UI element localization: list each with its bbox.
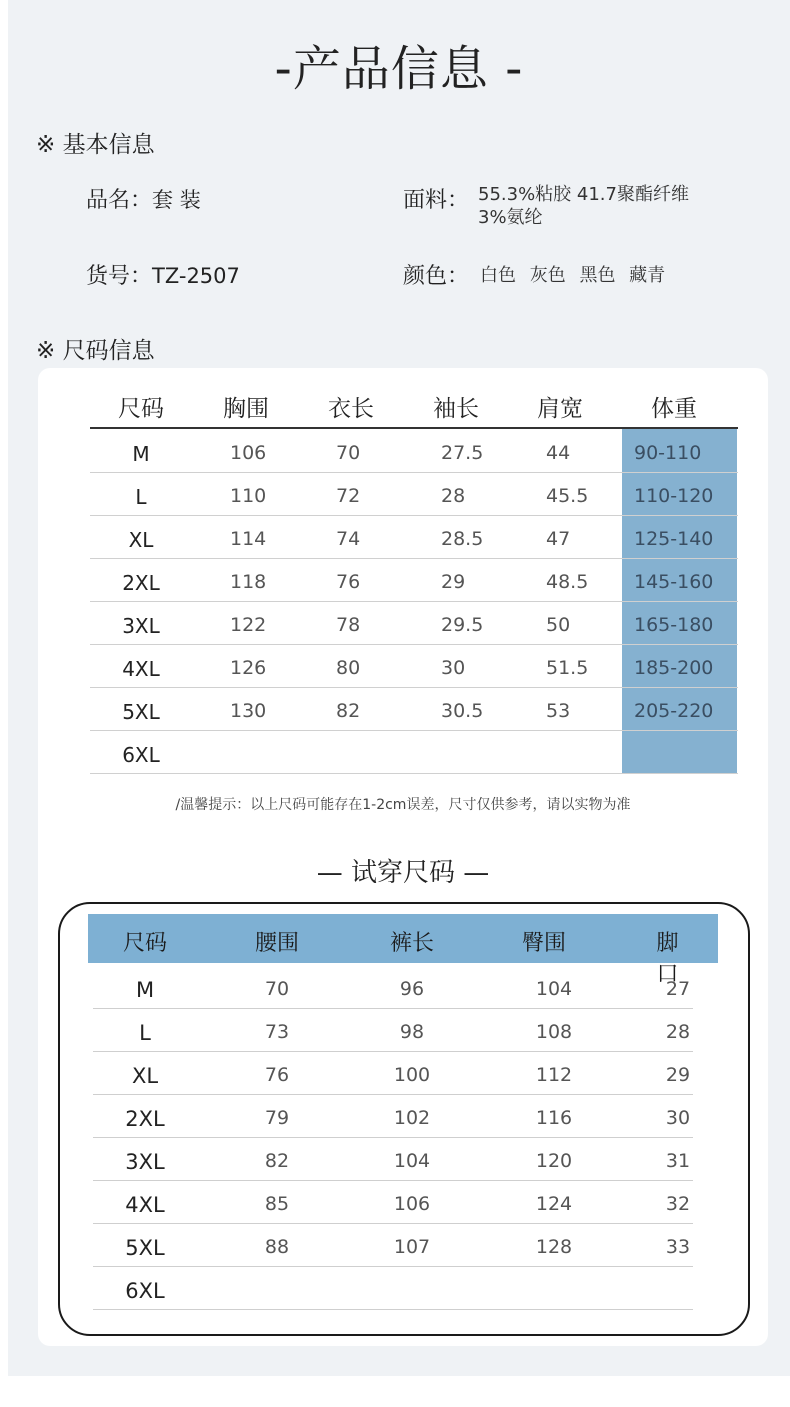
- cell-shoulder: 48.5: [546, 571, 589, 593]
- cell-chest: 118: [230, 571, 267, 593]
- header-pants-length: 裤长: [389, 931, 435, 956]
- cell-length: 76: [336, 571, 361, 593]
- cell-size: XL: [128, 528, 154, 552]
- header-sleeve: 袖长: [433, 396, 479, 422]
- cell-pants-length: 98: [399, 1021, 425, 1043]
- header-size: 尺码: [118, 396, 164, 422]
- cell-shoulder: 44: [546, 442, 571, 464]
- cell-size: L: [139, 1021, 151, 1045]
- cell-hem: 32: [665, 1193, 691, 1215]
- cell-size: 6XL: [125, 1279, 165, 1303]
- cell-size: 4XL: [122, 657, 160, 681]
- cell-size: 4XL: [125, 1193, 165, 1217]
- cell-sleeve: 30.5: [441, 700, 484, 722]
- try-on-table-row: [93, 1052, 693, 1095]
- cell-hip: 104: [535, 978, 573, 1000]
- basic-info-heading: ※ 基本信息: [36, 132, 155, 158]
- size-info-heading: ※ 尺码信息: [36, 338, 155, 364]
- cell-chest: 106: [230, 442, 267, 464]
- product-info-page: [8, 0, 790, 1376]
- cell-shoulder: 53: [546, 700, 571, 722]
- cell-chest: 126: [230, 657, 267, 679]
- product-name-value: 套 装: [152, 188, 201, 212]
- cell-pants-length: 107: [393, 1236, 431, 1258]
- try-on-table-row: [93, 1181, 693, 1224]
- fabric-value: [478, 183, 689, 229]
- header-hip: 臀围: [521, 931, 567, 956]
- cell-size: 2XL: [125, 1107, 165, 1131]
- size-table-row: [90, 731, 738, 774]
- size-table-row: [90, 430, 738, 473]
- size-table-row: [90, 645, 738, 688]
- cell-hip: 120: [535, 1150, 573, 1172]
- cell-hip: 128: [535, 1236, 573, 1258]
- cell-shoulder: 50: [546, 614, 571, 636]
- row-divider: [93, 1309, 693, 1310]
- cell-sleeve: 28: [441, 485, 466, 507]
- cell-sleeve: 30: [441, 657, 466, 679]
- cell-waist: 73: [264, 1021, 290, 1043]
- item-number: [86, 259, 240, 290]
- try-on-table-row: [93, 1009, 693, 1052]
- try-on-title: — 试穿尺码 —: [316, 858, 490, 888]
- cell-pants-length: 106: [393, 1193, 431, 1215]
- cell-pants-length: 102: [393, 1107, 431, 1129]
- cell-weight: 110-120: [634, 485, 714, 507]
- cell-length: 74: [336, 528, 361, 550]
- cell-waist: 82: [264, 1150, 290, 1172]
- fabric-label: 面料：: [403, 188, 470, 213]
- cell-waist: 85: [264, 1193, 290, 1215]
- size-note: /温馨提示：以上尺码可能存在1-2cm误差，尺寸仅供参考，请以实物为准: [175, 797, 631, 813]
- cell-size: M: [132, 442, 150, 466]
- cell-length: 82: [336, 700, 361, 722]
- size-table-row: [90, 473, 738, 516]
- cell-size: 3XL: [125, 1150, 165, 1174]
- cell-weight: 165-180: [634, 614, 714, 636]
- cell-hip: 108: [535, 1021, 573, 1043]
- cell-waist: 76: [264, 1064, 290, 1086]
- cell-hip: 124: [535, 1193, 573, 1215]
- cell-weight: 125-140: [634, 528, 714, 550]
- cell-length: 78: [336, 614, 361, 636]
- cell-size: XL: [131, 1064, 159, 1088]
- item-number-label: 货号：: [86, 264, 153, 289]
- cell-shoulder: 45.5: [546, 485, 589, 507]
- cell-waist: 79: [264, 1107, 290, 1129]
- try-on-table-row: [93, 966, 693, 1009]
- header-waist: 腰围: [254, 931, 300, 956]
- cell-size: 3XL: [122, 614, 160, 638]
- cell-chest: 130: [230, 700, 267, 722]
- cell-pants-length: 104: [393, 1150, 431, 1172]
- cell-hem: 27: [665, 978, 691, 1000]
- size-card: [38, 368, 768, 1346]
- try-on-table-row: [93, 1267, 693, 1310]
- cell-waist: 88: [264, 1236, 290, 1258]
- cell-sleeve: 28.5: [441, 528, 484, 550]
- cell-weight: 90-110: [634, 442, 702, 464]
- cell-hem: 28: [665, 1021, 691, 1043]
- cell-hem: 29: [665, 1064, 691, 1086]
- item-number-value: TZ-2507: [152, 264, 240, 288]
- cell-weight: 145-160: [634, 571, 714, 593]
- size-table-row: [90, 688, 738, 731]
- cell-shoulder: 47: [546, 528, 571, 550]
- try-on-table-header: [88, 914, 718, 987]
- cell-hem: 33: [665, 1236, 691, 1258]
- page-title: -产品信息 -: [274, 41, 524, 97]
- size-table-row: [90, 559, 738, 602]
- color-values: 白色 灰色 黑色 藏青: [480, 265, 666, 286]
- header-shoulder: 肩宽: [537, 396, 583, 422]
- cell-size: L: [135, 485, 147, 509]
- cell-length: 72: [336, 485, 361, 507]
- try-on-table-row: [93, 1095, 693, 1138]
- cell-chest: 122: [230, 614, 267, 636]
- header-weight: 体重: [651, 396, 697, 422]
- color-label: 颜色：: [403, 264, 470, 289]
- cell-pants-length: 100: [393, 1064, 431, 1086]
- cell-hem: 31: [665, 1150, 691, 1172]
- header-size: 尺码: [122, 931, 168, 956]
- cell-shoulder: 51.5: [546, 657, 589, 679]
- cell-length: 80: [336, 657, 361, 679]
- cell-hem: 30: [665, 1107, 691, 1129]
- cell-size: M: [135, 978, 155, 1002]
- cell-size: 6XL: [122, 743, 160, 767]
- cell-length: 70: [336, 442, 361, 464]
- cell-sleeve: 27.5: [441, 442, 484, 464]
- cell-chest: 114: [230, 528, 267, 550]
- header-hem: 脚口: [656, 931, 679, 987]
- cell-sleeve: 29.5: [441, 614, 484, 636]
- product-name-label: 品名：: [86, 188, 153, 213]
- cell-chest: 110: [230, 485, 267, 507]
- fabric-line-2: 3%氨纶: [478, 207, 543, 228]
- cell-weight: 205-220: [634, 700, 714, 722]
- cell-size: 2XL: [122, 571, 160, 595]
- try-on-table-frame: [58, 902, 750, 1336]
- cell-weight: 185-200: [634, 657, 714, 679]
- cell-sleeve: 29: [441, 571, 466, 593]
- header-length: 衣长: [328, 396, 374, 422]
- cell-pants-length: 96: [399, 978, 425, 1000]
- product-name: [86, 183, 201, 214]
- size-table-header: [38, 390, 768, 426]
- cell-size: 5XL: [122, 700, 160, 724]
- size-table-row: [90, 602, 738, 645]
- size-table-row: [90, 516, 738, 559]
- try-on-table-row: [93, 1138, 693, 1181]
- try-on-table-row: [93, 1224, 693, 1267]
- header-chest: 胸围: [223, 396, 269, 422]
- row-divider: [90, 773, 738, 774]
- cell-hip: 112: [535, 1064, 573, 1086]
- cell-size: 5XL: [125, 1236, 165, 1260]
- cell-hip: 116: [535, 1107, 573, 1129]
- fabric-line-1: 55.3%粘胶 41.7聚酯纤维: [478, 184, 689, 205]
- cell-waist: 70: [264, 978, 290, 1000]
